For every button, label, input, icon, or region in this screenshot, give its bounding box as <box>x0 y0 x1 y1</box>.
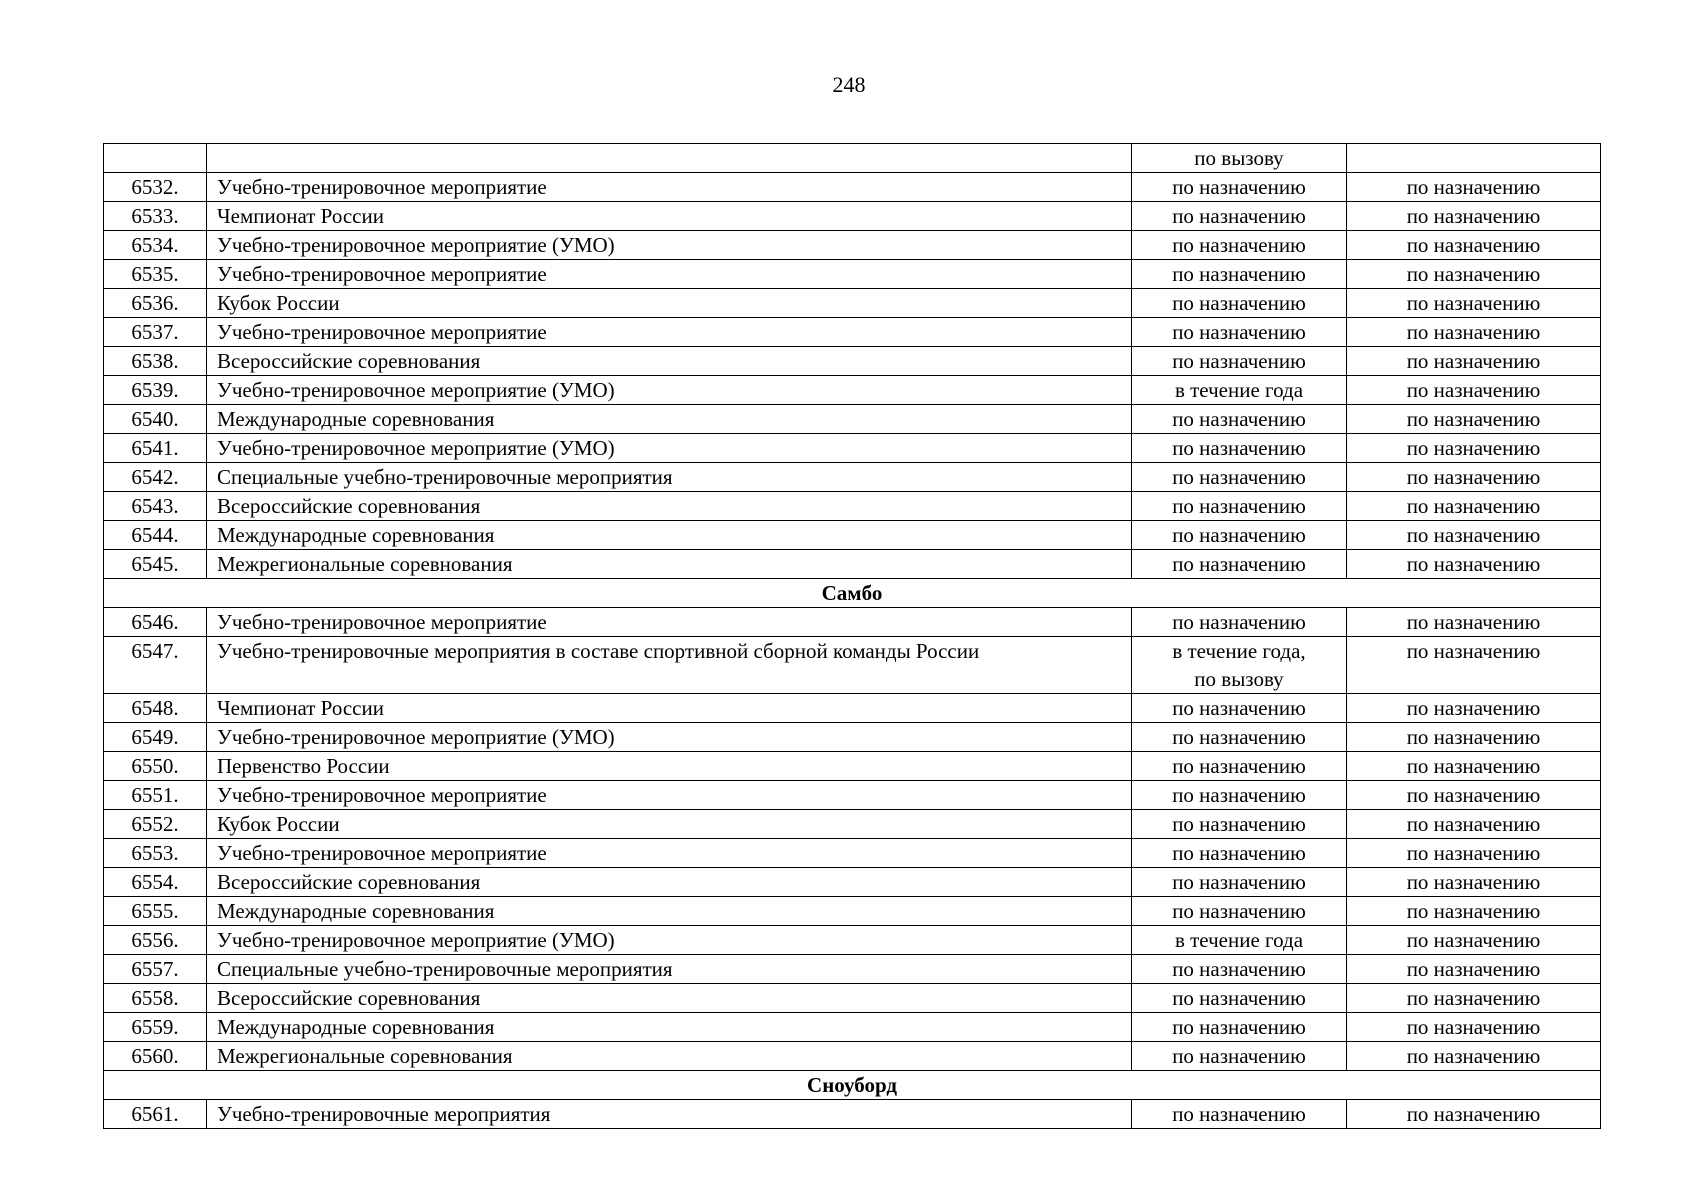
event-name: Учебно-тренировочное мероприятие <box>207 173 1132 202</box>
row-number: 6558. <box>104 984 207 1013</box>
row-number: 6537. <box>104 318 207 347</box>
row-number: 6536. <box>104 289 207 318</box>
event-place: по назначению <box>1347 231 1601 260</box>
section-header-row <box>104 579 1601 608</box>
row-number: 6535. <box>104 260 207 289</box>
event-name: Учебно-тренировочное мероприятие <box>207 260 1132 289</box>
event-place: по назначению <box>1347 694 1601 723</box>
event-name: Международные соревнования <box>207 897 1132 926</box>
event-date <box>1132 752 1347 781</box>
event-place: по назначению <box>1347 173 1601 202</box>
section-title: Самбо <box>104 579 1601 608</box>
event-date-line: по назначению <box>1172 957 1306 981</box>
row-number: 6539. <box>104 376 207 405</box>
event-date <box>1132 492 1347 521</box>
table-row <box>104 144 1601 173</box>
event-date <box>1132 1013 1347 1042</box>
event-place: по назначению <box>1347 984 1601 1013</box>
event-place: по назначению <box>1347 1100 1601 1129</box>
event-place: по назначению <box>1347 723 1601 752</box>
event-name: Учебно-тренировочное мероприятие (УМО) <box>207 376 1132 405</box>
row-number: 6551. <box>104 781 207 810</box>
row-number: 6538. <box>104 347 207 376</box>
table-row <box>104 926 1601 955</box>
event-place: по назначению <box>1347 752 1601 781</box>
table-row <box>104 492 1601 521</box>
event-name: Международные соревнования <box>207 405 1132 434</box>
event-name: Учебно-тренировочные мероприятия в составе спортивной сборной команды России <box>207 637 1132 694</box>
event-place: по назначению <box>1347 926 1601 955</box>
table-row <box>104 434 1601 463</box>
event-date-line: по назначению <box>1172 494 1306 518</box>
event-date <box>1132 637 1347 694</box>
event-date <box>1132 289 1347 318</box>
event-name: Учебно-тренировочное мероприятие (УМО) <box>207 926 1132 955</box>
event-date-line: по вызову <box>1194 667 1284 691</box>
event-date <box>1132 202 1347 231</box>
event-name: Всероссийские соревнования <box>207 492 1132 521</box>
table-row <box>104 289 1601 318</box>
row-number: 6546. <box>104 608 207 637</box>
event-place: по назначению <box>1347 897 1601 926</box>
event-date-line: по назначению <box>1172 783 1306 807</box>
table-row <box>104 868 1601 897</box>
table-row <box>104 376 1601 405</box>
row-number: 6549. <box>104 723 207 752</box>
table-row <box>104 723 1601 752</box>
event-date-line: по назначению <box>1172 523 1306 547</box>
row-number: 6532. <box>104 173 207 202</box>
event-date-line: по назначению <box>1172 233 1306 257</box>
event-date <box>1132 1042 1347 1071</box>
table-row <box>104 608 1601 637</box>
event-name: Чемпионат России <box>207 694 1132 723</box>
event-name: Чемпионат России <box>207 202 1132 231</box>
event-date-line: по назначению <box>1172 349 1306 373</box>
row-number: 6559. <box>104 1013 207 1042</box>
table-row <box>104 521 1601 550</box>
row-number: 6555. <box>104 897 207 926</box>
event-date <box>1132 781 1347 810</box>
row-number: 6553. <box>104 839 207 868</box>
events-table-body <box>104 144 1601 1129</box>
event-place: по назначению <box>1347 550 1601 579</box>
row-number: 6543. <box>104 492 207 521</box>
table-row <box>104 260 1601 289</box>
table-row <box>104 347 1601 376</box>
event-name: Всероссийские соревнования <box>207 347 1132 376</box>
event-name: Учебно-тренировочное мероприятие <box>207 839 1132 868</box>
event-place: по назначению <box>1347 781 1601 810</box>
events-table <box>103 143 1601 1129</box>
event-date <box>1132 260 1347 289</box>
event-date <box>1132 984 1347 1013</box>
row-number: 6561. <box>104 1100 207 1129</box>
row-number: 6552. <box>104 810 207 839</box>
table-row <box>104 202 1601 231</box>
event-place: по назначению <box>1347 376 1601 405</box>
event-place: по назначению <box>1347 1013 1601 1042</box>
event-date <box>1132 347 1347 376</box>
event-place: по назначению <box>1347 608 1601 637</box>
table-row <box>104 839 1601 868</box>
row-number: 6545. <box>104 550 207 579</box>
table-row <box>104 231 1601 260</box>
event-place: по назначению <box>1347 810 1601 839</box>
event-date <box>1132 868 1347 897</box>
event-name: Специальные учебно-тренировочные мероприятия <box>207 955 1132 984</box>
event-date-line: по назначению <box>1172 725 1306 749</box>
event-date-line: по назначению <box>1172 870 1306 894</box>
event-date-line: по назначению <box>1172 899 1306 923</box>
event-name: Учебно-тренировочное мероприятие <box>207 781 1132 810</box>
event-place: по назначению <box>1347 318 1601 347</box>
event-place: по назначению <box>1347 955 1601 984</box>
event-date-line: по назначению <box>1172 812 1306 836</box>
event-place: по назначению <box>1347 521 1601 550</box>
table-row <box>104 810 1601 839</box>
row-number: 6547. <box>104 637 207 694</box>
table-row <box>104 955 1601 984</box>
event-date <box>1132 463 1347 492</box>
event-date-line: по назначению <box>1172 262 1306 286</box>
table-row <box>104 637 1601 694</box>
event-date-line: по вызову <box>1194 146 1284 170</box>
section-title: Сноуборд <box>104 1071 1601 1100</box>
table-row <box>104 1013 1601 1042</box>
event-place: по назначению <box>1347 868 1601 897</box>
event-date <box>1132 231 1347 260</box>
event-place: по назначению <box>1347 405 1601 434</box>
row-number: 6542. <box>104 463 207 492</box>
table-row <box>104 984 1601 1013</box>
event-name: Учебно-тренировочное мероприятие (УМО) <box>207 231 1132 260</box>
event-name: Международные соревнования <box>207 521 1132 550</box>
table-row <box>104 318 1601 347</box>
event-date-line: по назначению <box>1172 320 1306 344</box>
row-number: 6556. <box>104 926 207 955</box>
event-date-line: по назначению <box>1172 407 1306 431</box>
event-date <box>1132 405 1347 434</box>
table-row <box>104 752 1601 781</box>
table-row <box>104 1042 1601 1071</box>
row-number: 6554. <box>104 868 207 897</box>
table-row <box>104 1100 1601 1129</box>
event-date-line: по назначению <box>1172 841 1306 865</box>
row-number: 6548. <box>104 694 207 723</box>
event-date <box>1132 926 1347 955</box>
event-place: по назначению <box>1347 260 1601 289</box>
event-date-line: по назначению <box>1172 1015 1306 1039</box>
row-number: 6534. <box>104 231 207 260</box>
table-row <box>104 463 1601 492</box>
event-place: по назначению <box>1347 492 1601 521</box>
event-date <box>1132 608 1347 637</box>
table-row <box>104 173 1601 202</box>
event-date-line: в течение года <box>1174 378 1304 402</box>
event-date-line: по назначению <box>1172 436 1306 460</box>
event-date-line: в течение года, <box>1172 639 1306 663</box>
event-date <box>1132 318 1347 347</box>
event-date-line: по назначению <box>1172 465 1306 489</box>
event-date <box>1132 955 1347 984</box>
event-date <box>1132 723 1347 752</box>
event-place: по назначению <box>1347 202 1601 231</box>
row-number: 6541. <box>104 434 207 463</box>
event-name: Первенство России <box>207 752 1132 781</box>
event-date-line: по назначению <box>1172 175 1306 199</box>
event-date <box>1132 434 1347 463</box>
row-number: 6544. <box>104 521 207 550</box>
event-date <box>1132 173 1347 202</box>
event-place: по назначению <box>1347 434 1601 463</box>
event-date-line: по назначению <box>1172 610 1306 634</box>
event-place: по назначению <box>1347 637 1601 694</box>
event-name: Учебно-тренировочное мероприятие <box>207 608 1132 637</box>
table-row <box>104 550 1601 579</box>
event-place: по назначению <box>1347 839 1601 868</box>
event-date <box>1132 810 1347 839</box>
event-date <box>1132 144 1347 173</box>
event-name <box>207 144 1132 173</box>
event-date <box>1132 694 1347 723</box>
event-name: Всероссийские соревнования <box>207 868 1132 897</box>
event-date <box>1132 1100 1347 1129</box>
event-name: Учебно-тренировочное мероприятие (УМО) <box>207 723 1132 752</box>
row-number: 6557. <box>104 955 207 984</box>
event-name: Учебно-тренировочные мероприятия <box>207 1100 1132 1129</box>
event-place: по назначению <box>1347 1042 1601 1071</box>
event-name: Межрегиональные соревнования <box>207 550 1132 579</box>
event-name: Международные соревнования <box>207 1013 1132 1042</box>
row-number: 6550. <box>104 752 207 781</box>
row-number <box>104 144 207 173</box>
row-number: 6533. <box>104 202 207 231</box>
event-date <box>1132 521 1347 550</box>
event-date-line: по назначению <box>1172 696 1306 720</box>
event-date-line: по назначению <box>1172 552 1306 576</box>
event-date <box>1132 897 1347 926</box>
table-row <box>104 694 1601 723</box>
event-place: по назначению <box>1347 463 1601 492</box>
event-place: по назначению <box>1347 289 1601 318</box>
event-place <box>1347 144 1601 173</box>
event-date-line: по назначению <box>1172 204 1306 228</box>
event-date-line: по назначению <box>1172 291 1306 315</box>
event-name: Всероссийские соревнования <box>207 984 1132 1013</box>
event-date-line: по назначению <box>1172 1102 1306 1126</box>
section-header-row <box>104 1071 1601 1100</box>
event-date <box>1132 550 1347 579</box>
event-name: Межрегиональные соревнования <box>207 1042 1132 1071</box>
page-number: 248 <box>832 72 866 97</box>
table-row <box>104 781 1601 810</box>
event-name: Кубок России <box>207 289 1132 318</box>
event-date-line: по назначению <box>1172 986 1306 1010</box>
event-name: Учебно-тренировочное мероприятие <box>207 318 1132 347</box>
event-place: по назначению <box>1347 347 1601 376</box>
table-row <box>104 405 1601 434</box>
event-date <box>1132 376 1347 405</box>
event-date-line: в течение года <box>1174 928 1304 952</box>
row-number: 6540. <box>104 405 207 434</box>
event-date-line: по назначению <box>1172 754 1306 778</box>
table-row <box>104 897 1601 926</box>
event-date-line: по назначению <box>1172 1044 1306 1068</box>
event-date <box>1132 839 1347 868</box>
event-name: Учебно-тренировочное мероприятие (УМО) <box>207 434 1132 463</box>
event-name: Специальные учебно-тренировочные мероприятия <box>207 463 1132 492</box>
event-name: Кубок России <box>207 810 1132 839</box>
row-number: 6560. <box>104 1042 207 1071</box>
